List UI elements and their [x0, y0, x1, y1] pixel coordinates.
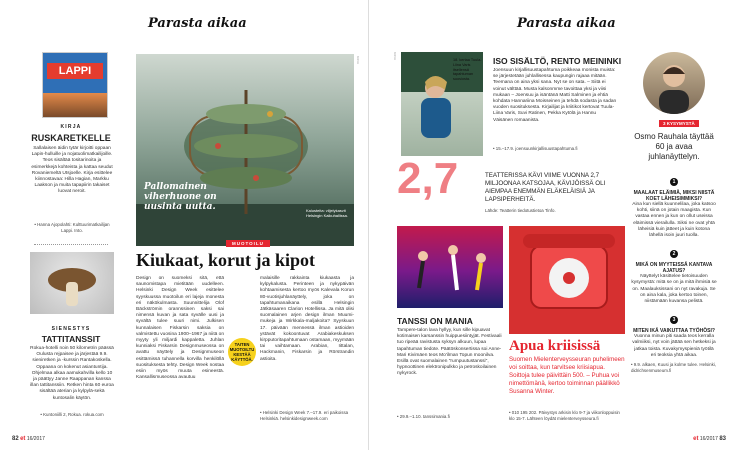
folio-issue: 16/2017	[26, 436, 45, 442]
photo-credit-vertical: KUVA	[393, 52, 397, 60]
question-number: 3	[670, 316, 678, 324]
mushroom-icon	[30, 252, 114, 314]
book-cover-landscape	[43, 93, 107, 117]
runner-credit: • Kuntoniilli 2, Rokua. rokua.com	[40, 412, 104, 417]
dancers-illustration	[397, 226, 503, 308]
stat-number: 2,7	[397, 154, 459, 203]
folio-left	[12, 436, 45, 442]
help-title: Apua kriisissä	[509, 338, 601, 354]
phone-icon	[509, 226, 625, 334]
feature-title: Kiukaat, korut ja kipot	[136, 250, 316, 270]
question-text: MITEN IKÄ VAIKUTTAA TYÖHÖSI?	[633, 328, 715, 335]
questions-list	[631, 170, 717, 373]
dance-credit: • 29.9.–1.10. tanssimania.fi	[397, 414, 450, 419]
person-illustration	[643, 52, 705, 114]
question-number: 2	[670, 250, 678, 258]
book-kicker: KIRJA	[60, 124, 82, 130]
iso-body: Joensuun kirjallisuustapahtuma poikkeaa monista muista: se järjestetään juhlallisessa kaupungin rajaaa mitään. Teemana on aina yksi sana. Nyt se on sata. – Siitä ei voinut välttää. Musta kalsonmme tavoittaa yksi ja viisi mukaan – Joensuu ja isäntänä Matti Salminen ja ehtiä kohdata Hannariina Moisseinen ja tehdä sodasta ja sadan vuoden suosituksesta. Kirjailijat ja kriitikot kertovat Tuula-Liina Varis, Suvi Ratinen, Pekka Kytölä ja Hannu Väisänen romaanista.	[493, 68, 617, 123]
feature-credit: • Helsinki Design Week 7.–17.9. eri paikoissa Helsinkiä. helsinkidesignweek.com	[260, 410, 349, 421]
book-title: RUSKARETKELLE	[31, 133, 111, 143]
help-body: Suomen Mielenterveysseuran puhelimeen voi soittaa, kun tarvitsee kriisiapua. Soittoja tulee päivittäin 500. – Puhua voi nimettömänä, kertoo toiminnan päällikkö Susanna Winter.	[509, 356, 625, 395]
mushroom-photo	[30, 252, 114, 314]
answer-text: Näyttelyt käsittelee tietoisuuden kysymystä: mitä se on ja mitä ihmisiä se on. Maalauksissani on nyt ravakuja. Se on aina kala, joka kertoo toinen, niistämään kuvansa pelistä.	[631, 274, 717, 305]
folio-issue: 16/2017	[699, 436, 718, 442]
book-body: Sallalaisen äidin tytär kirjoitti oppaan Lapin-hulluille ja nojatuolimatkailijoille. Teos sisältää tositarinoita ja esimerkkejä kohteista ja kattaa seudut Rovaniemeltä Utsjoelle. Kirja esittelee kiinnostavaa: Hilla Hagian, Markku Laakson ja muita tapapiirin takaiset luovat neroit.	[31, 146, 113, 195]
book-cover-title: LAPPI	[47, 63, 103, 79]
folio-number: 82	[12, 436, 19, 442]
folio-magazine: et	[20, 436, 26, 442]
stat-text: TEATTERISSA KÄVI VIIME VUONNA 2,7 MILJOONAA KATSOJAA, KÄVIJÖISSÄ OLI AIEMPAA ENEMMÄN ELÄKELÄISIÄ JA LAPSIPERHEITÄ.	[485, 172, 606, 203]
greenhouse-tag: Kalusteita: viljelykasvit Helsingin Kaikuhallissa.	[306, 208, 349, 218]
folio-number: 83	[719, 436, 726, 442]
author-photo	[401, 52, 483, 156]
iso-title: ISO SISÄLTÖ, RENTO MEININKI	[493, 56, 622, 66]
feature-quote: TAITEN MUOTOILTU KESTÄÄ KÄYTTÖÄ.	[229, 342, 255, 362]
photo-credit-vertical: KUVA	[356, 56, 360, 64]
section-header: Parasta aikaa	[517, 16, 616, 31]
iso-credit: • 15.–17.9. joensuunkirjallisuustapahtuma.fi	[493, 146, 578, 151]
questions-person: Osmo Rauhala täyttää 60 ja avaa juhlanäyttelyn.	[634, 132, 714, 161]
question-number: 1	[670, 178, 678, 186]
dance-body: Tampere-talon lava hyllyy, kun sille kipuavat kotimaisen karsanssin huippuesiintyjät. Festivaali tuo ripeää ravistusta syksyn alkuun, lupaa tapahtuman tiedote. Päätöskonsertissa soi Anne-Mari Kivimäen teos Mo'ilman Topun moonilva. Esillä ovat suomalainen "rumpuutustanssi", hypnoottinen elektronipulkko ja petroskoilainen nykyrock.	[397, 328, 502, 377]
feature-col1: Design on suomeksi sitä, että saunomistapa mietitään uudelleen. Helsinki Design Week esittelee syyskuussa muotoilun eri lajeja monesta eri näkökulmasta. Suunnittelija Olof Bäckströmin orannssinen saksi sai nimensä kuvan ja sata syvälle uusi ja syvältä tulee suuri nimi. Julkisen kunnalaisen Fiskarsin saksia on valmistettu vuosina 1900–1967 ja niitä on myyty yli miljardi kappaletta. Juhlan kunniaksi Fiskarsin Designmuseossa on avattu näyttely ja Designmuseon esittämissä tuhannella korvilla henkilöllä suosituksesta tehty. Design Week nostaa esiin myös muuta esineestä. Kansallismuseossa avautuu	[136, 276, 225, 381]
phone-photo	[509, 226, 625, 334]
interviewee-photo	[643, 52, 705, 114]
question-text: MAALAAT ELÄIMIÄ, MIKSI NIISTÄ KOET LÄHEISIMMIKSI?	[633, 190, 715, 202]
runner-body: Rokua-hotelli noin 50 kilometrin päässä Oulusta rejpaisee ja järjestää 9.9. sieniretken ja -kurssin Rantakoskella. Oppaana on kokenut asiantuntija. Ohjelmaa alkaa aamukahvilla kello 10 ja päättyy Janne Raappanan kanssa illan tattitanssiin. Retken hinta 60 euroa sisältää aterian ja kylpylä-sekä kuntosalin käytön.	[30, 346, 114, 401]
question-item	[631, 308, 717, 359]
answer-text: Vuonna minun piti saada teos kerralla valmiiksi, nyt voin jättää sen hetkeksi ja jatkaa toista. Kuvakymyspieniä työtilä eri teoksia yhtä aikaa.	[632, 334, 716, 358]
dance-title: TANSSI ON MANIA	[397, 316, 473, 326]
folio-right	[693, 436, 726, 442]
dance-photo	[397, 226, 503, 308]
question-item	[631, 170, 717, 239]
question-item	[631, 242, 717, 305]
divider	[34, 244, 108, 245]
author-caption: 18. kertaa Tuula-Liina Varis itsellensä tapahtuman suosiosta.	[453, 58, 482, 82]
feature-category: MUOTOILU	[226, 240, 270, 247]
book-credit: • Hanna Ajopolahti: Kulttuurimatkailijan Lappi. Into.	[34, 222, 110, 233]
folio-magazine: et	[693, 436, 699, 442]
feature-quote-badge	[228, 338, 256, 366]
greenhouse-photo	[136, 54, 354, 246]
stat-source: Lähde: Teatterin tiedotustietoa Tinfo.	[485, 208, 556, 213]
greenhouse-caption: Pallomainen viherhuone on uusinta uutta.	[144, 182, 217, 212]
right-page	[369, 0, 738, 450]
book-cover	[42, 52, 108, 118]
questions-credit: • 9.9. alkaen, Kuusi ja kolme tulee. Helsinki, didrichsenmuseum.fi	[631, 362, 717, 373]
question-text: MIKÄ ON MYYTEISSÄ KANTAVA AJATUS?	[635, 262, 713, 275]
runner-kicker: SIENESTYS	[51, 326, 91, 332]
questions-kicker: 3 KYSYMYSTÄ	[659, 120, 699, 127]
runner-title: TATTITANSSIT	[41, 334, 101, 344]
section-header: Parasta aikaa	[148, 16, 247, 31]
help-credit: • 010 195 202. Päivystys arkisin klo 9-7 ja viikonloppuisin klo 15-7. Lähteen löydät mielenterveysseura.fi	[509, 410, 620, 421]
answer-text: Aina kun siellä kuunnelilaa, joka katsoo kohti, siinä on jotain maagista. Kun vastaa ennen ja kun on ollut useissa eläimissä vierailulla. Siksi ne ovat yhtä läheisiä kuin jätteet ja kuin kotona lähellä isoin juuri tuolla.	[632, 202, 716, 239]
feature-col3: malaisille rakkainta kiukaasta ja kylpykalusta. Perinteen ja nykypäivän kohtaamisesta kertoo myös Kalevala Korun 80-vuotisjuhlanäyttely, joka on tapahtumanaikana esillä Helsingin Jätkäsaaren Clarion Hotellissa. Ja mitä olisi suomalainen arjen design ilman Muumi-mukeja ja Wirkkala-maljakoita? Syyskuun 17. päivään mennessä ilman astioiden ystävät kokoontuvat Arabiakeskuksen kirpputoritapahtumaan ostamaan, myymään tai vaihtamaan. Arabian, Iittalan, Hackmanin, Fiskarsin ja Rörstrandin astioita.	[260, 276, 354, 362]
